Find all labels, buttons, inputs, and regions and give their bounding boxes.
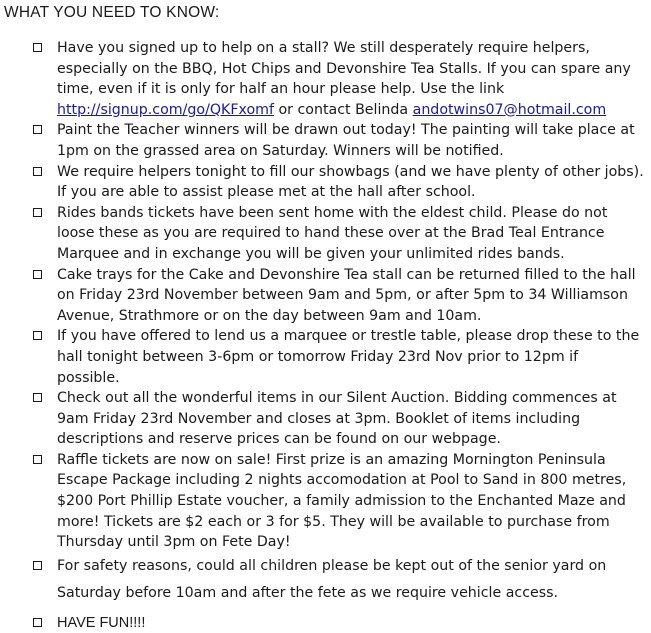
item-text: We require helpers tonight to fill our showbags (and we have plenty of other jobs). If you are able to assist please met at the hall after school.: [57, 163, 644, 201]
item-text: Raffle tickets are now on sale! First prize is an amazing Mornington Peninsula Escape Package including 2 nights accomodation at Pool to Sand in 800 metres, $200 Port Phillip Estate voucher, a family admission to the Enchanted Maze and more! Tickets are $2 each or 3 for $5. They will be available to purchase from Thursday until 3pm on Fete Day!: [57, 451, 627, 551]
page-heading: WHAT YOU NEED TO KNOW:: [4, 4, 220, 21]
list-item-showbags: [0, 162, 651, 203]
list-item-signup: [0, 38, 651, 120]
item-text: or contact Belinda: [273, 101, 413, 118]
checkbox-icon: [33, 618, 42, 627]
list-item-marquee: [0, 326, 651, 388]
list-item-silent-auction: [0, 388, 651, 450]
list-item-have-fun: [0, 613, 651, 633]
item-text: Paint the Teacher winners will be drawn out today! The painting will take place at 1pm on the grassed area on Saturday. Winners will be notified.: [57, 122, 635, 159]
list-item-ride-bands: [0, 203, 651, 265]
item-text: Have you signed up to help on a stall? We still desperately require helpers, especially on the BBQ, Hot Chips and Devonshire Tea Stalls. If you can spare any time, even if it is only for half an hour please help. Use the link: [57, 40, 631, 98]
checkbox-icon: [33, 167, 42, 176]
checkbox-icon: [33, 561, 42, 570]
item-text: For safety reasons, could all children please be kept out of the senior yard on Saturday before 10am and after the fete as we require vehicle access.: [57, 557, 607, 601]
checkbox-icon: [33, 331, 42, 340]
list-item-safety: [0, 553, 651, 607]
list-item-paint-teacher: [0, 120, 651, 161]
checkbox-icon: [33, 270, 42, 279]
email-link[interactable]: andotwins07@hotmail.com: [412, 101, 607, 118]
item-text: If you have offered to lend us a marquee or trestle table, please drop these to the hall tonight between 3-6pm or tomorrow Friday 23rd Nov prior to 12pm if possible.: [57, 328, 640, 386]
notice-list: [0, 38, 651, 633]
checkbox-icon: [33, 125, 42, 134]
item-text: Check out all the wonderful items in our Silent Auction. Bidding commences at 9am Friday 23rd November and closes at 3pm. Booklet of items including descriptions and reserve prices can be found on our webpage.: [57, 390, 617, 448]
list-item-cake-trays: [0, 265, 651, 327]
item-text: Rides bands tickets have been sent home with the eldest child. Please do not loose these as you are required to hand these over at the Brad Teal Entrance Marquee and in exchange you will be given your unlimited rides bands.: [57, 204, 608, 262]
checkbox-icon: [33, 455, 42, 464]
checkbox-icon: [33, 393, 42, 402]
checkbox-icon: [33, 208, 42, 217]
item-text: Cake trays for the Cake and Devonshire Tea stall can be returned filled to the hall on Friday 23rd November between 9am and 5pm, or after 5pm to 34 Williamson Avenue, Strathmore or on the day between 9am and 10am.: [57, 266, 636, 324]
item-text: HAVE FUN!!!!: [57, 614, 146, 631]
checkbox-icon: [33, 43, 42, 52]
signup-link[interactable]: http://signup.com/go/QKFxomf: [57, 101, 274, 118]
list-item-raffle: [0, 450, 651, 553]
